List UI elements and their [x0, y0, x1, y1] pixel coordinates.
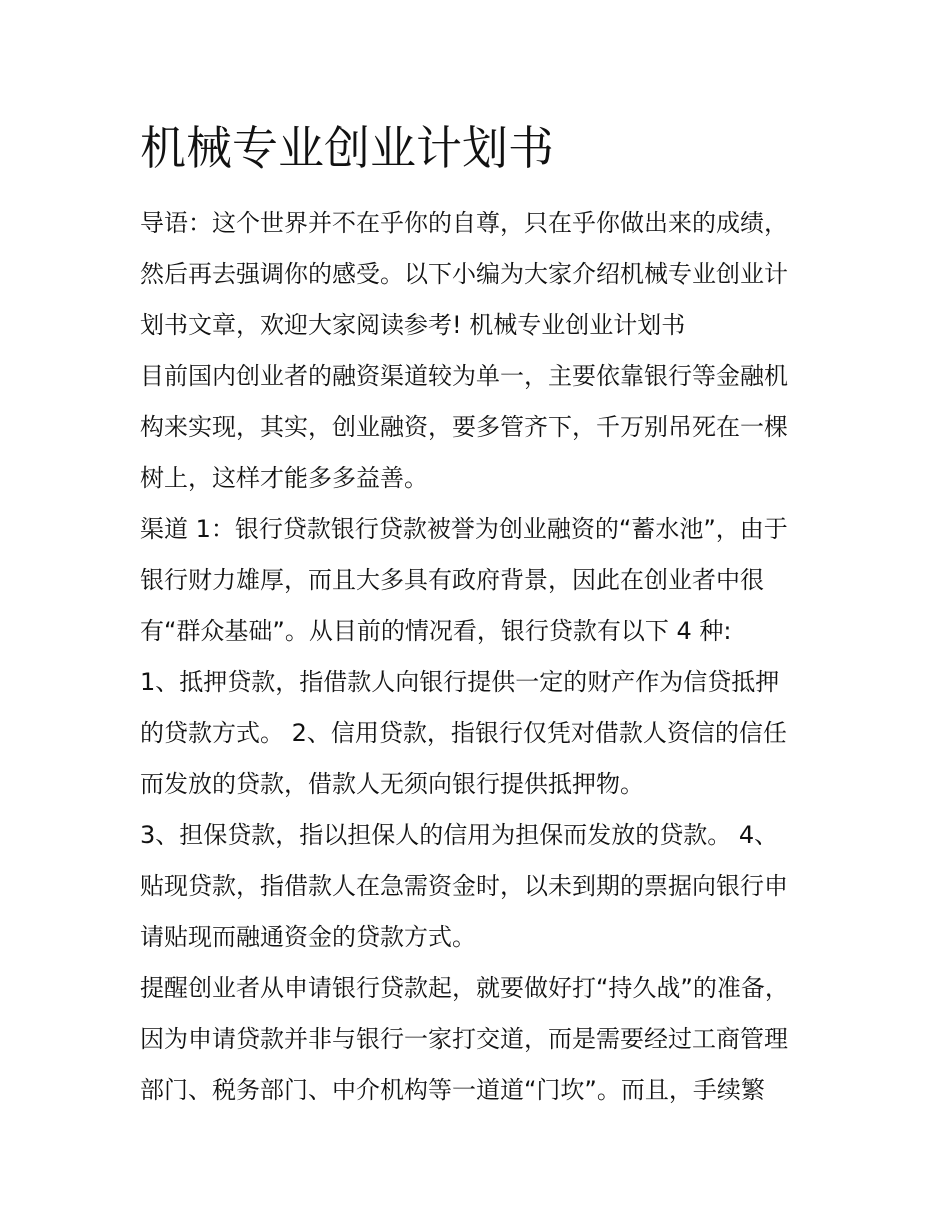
body-line: 有“群众基础”。从目前的情况看，银行贷款有以下 4 种: — [140, 617, 732, 645]
body-line: 构来实现，其实，创业融资，要多管齐下，千万别吊死在一棵 — [140, 413, 788, 441]
body-line: 然后再去强调你的感受。以下小编为大家介绍机械专业创业计 — [140, 260, 788, 288]
body-line: 的贷款方式。 2、信用贷款，指银行仅凭对借款人资信的信任 — [140, 719, 787, 747]
body-line: 部门、税务部门、中介机构等一道道“门坎”。而且，手续繁 — [140, 1076, 765, 1104]
body-line: 1、抵押贷款，指借款人向银行提供一定的财产作为信贷抵押 — [140, 668, 780, 696]
document-title: 机械专业创业计划书 — [140, 121, 554, 175]
body-line: 银行财力雄厚，而且大多具有政府背景，因此在创业者中很 — [140, 566, 764, 594]
body-line: 而发放的贷款，借款人无须向银行提供抵押物。 — [140, 770, 644, 798]
body-line: 树上，这样才能多多益善。 — [140, 464, 428, 492]
body-line: 请贴现而融通资金的贷款方式。 — [140, 923, 476, 951]
body-line: 导语：这个世界并不在乎你的自尊，只在乎你做出来的成绩， — [140, 209, 788, 237]
body-line: 渠道 1：银行贷款银行贷款被誉为创业融资的“蓄水池”，由于 — [140, 515, 788, 543]
body-line: 3、担保贷款，指以担保人的信用为担保而发放的贷款。 4、 — [140, 821, 779, 849]
body-line: 目前国内创业者的融资渠道较为单一，主要依靠银行等金融机 — [140, 362, 788, 390]
body-line: 贴现贷款，指借款人在急需资金时，以未到期的票据向银行申 — [140, 872, 788, 900]
body-line: 因为申请贷款并非与银行一家打交道，而是需要经过工商管理 — [140, 1025, 788, 1053]
body-line: 划书文章，欢迎大家阅读参考! 机械专业创业计划书 — [140, 311, 686, 339]
body-line: 提醒创业者从申请银行贷款起，就要做好打“持久战”的准备， — [140, 974, 789, 1002]
